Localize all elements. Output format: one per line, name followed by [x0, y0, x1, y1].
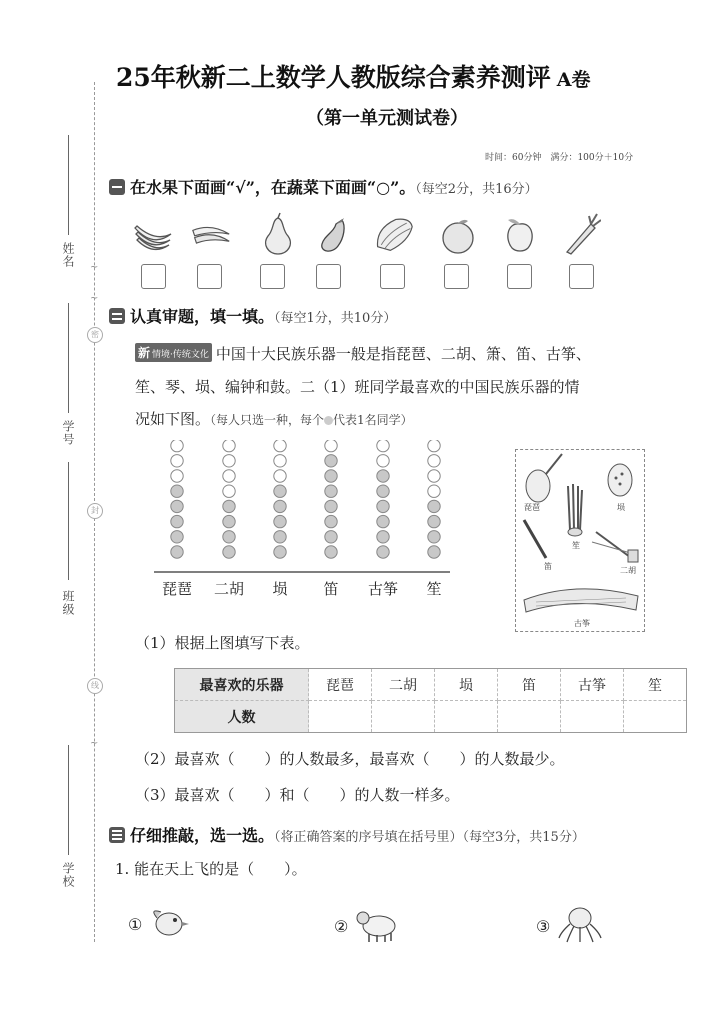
question-2-3: （3）最喜欢（ ）和（ ）的人数一样多。 — [135, 786, 460, 804]
seal-mi: 密 — [87, 327, 103, 343]
choice-number: ① — [128, 915, 143, 934]
count-answer-cell[interactable] — [498, 701, 561, 733]
pictograph-mark-filled — [377, 500, 389, 512]
answer-box[interactable] — [197, 264, 222, 289]
margin-tilde: ~ — [90, 262, 99, 273]
pictograph-mark-empty — [325, 440, 337, 452]
pictograph-mark-empty — [223, 440, 235, 452]
question-2-2: （2）最喜欢（ ）的人数最多，最喜欢（ ）的人数最少。 — [135, 750, 565, 768]
section1-title: 在水果下面画“√”，在蔬菜下面画“○”。 — [130, 178, 416, 197]
pictograph-mark-empty — [223, 470, 235, 482]
instrument-count-table — [174, 668, 687, 733]
answer-box[interactable] — [569, 264, 594, 289]
seal-feng: 封 — [87, 503, 103, 519]
orange-icon — [438, 212, 478, 256]
choice-1[interactable] — [128, 904, 193, 940]
pictograph-mark-filled — [377, 515, 389, 527]
pictograph-mark-empty — [274, 455, 286, 467]
pictograph-mark-filled — [171, 485, 183, 497]
school-line — [68, 745, 69, 855]
pictograph-mark-empty — [428, 485, 440, 497]
pictograph-category-label: 古筝 — [367, 580, 399, 598]
octopus-icon — [555, 904, 605, 944]
section2-title: 认真审题，填一填。 — [130, 307, 275, 326]
table-header-count: 人数 — [175, 701, 309, 733]
pictograph-category-label: 埙 — [272, 580, 288, 598]
pictograph-mark-filled — [274, 546, 286, 558]
instrument-label-guzheng: 古筝 — [574, 619, 590, 628]
title-suffix: A卷 — [556, 69, 591, 91]
pictograph-mark-filled — [325, 485, 337, 497]
answer-box[interactable] — [444, 264, 469, 289]
pictograph-category-label: 笛 — [323, 580, 339, 598]
section-number-3 — [109, 827, 125, 843]
question-2-1: （1）根据上图填写下表。 — [135, 634, 310, 652]
pictograph-mark-empty — [274, 440, 286, 452]
context-line-3: 况如下图。（每人只选一种，每个 代表1名同学） — [135, 410, 413, 428]
pictograph-mark-filled — [171, 546, 183, 558]
pictograph-mark-filled — [377, 470, 389, 482]
pictograph-mark-filled — [223, 500, 235, 512]
count-answer-cell[interactable] — [561, 701, 624, 733]
dizi-icon — [524, 520, 546, 558]
pictograph-mark-filled — [377, 485, 389, 497]
guzheng-icon — [524, 589, 638, 612]
margin-tilde: ~ — [90, 738, 99, 749]
peach-icon — [500, 212, 540, 256]
pictograph-category-label: 二胡 — [213, 580, 245, 598]
pictograph-mark-empty — [223, 455, 235, 467]
section2-heading — [109, 304, 396, 327]
pictograph-mark-filled — [325, 500, 337, 512]
class-line — [68, 462, 69, 580]
pictograph-mark-empty — [377, 455, 389, 467]
pictograph-mark-empty — [377, 440, 389, 452]
pictograph-mark-filled — [325, 470, 337, 482]
instruments-drawing — [516, 450, 644, 631]
choice-2[interactable] — [334, 904, 403, 944]
choice-3[interactable] — [536, 904, 605, 944]
pictograph-mark-filled — [274, 515, 286, 527]
pictograph-mark-filled — [171, 500, 183, 512]
pictograph-mark-filled — [428, 515, 440, 527]
pictograph-mark-filled — [325, 455, 337, 467]
pictograph-mark-filled — [377, 546, 389, 558]
pictograph-mark-empty — [171, 470, 183, 482]
pictograph-mark-filled — [171, 531, 183, 543]
table-cell: 琵琶 — [309, 669, 372, 701]
exam-meta: 时间：60分钟 满分：100分＋10分 — [485, 153, 634, 163]
label-school: 学校 — [61, 862, 75, 888]
count-answer-cell[interactable] — [372, 701, 435, 733]
pear-icon — [258, 212, 298, 256]
table-cell: 古筝 — [561, 669, 624, 701]
answer-box[interactable] — [316, 264, 341, 289]
section3-note: （将正确答案的序号填在括号里）（每空3分，共15分） — [274, 830, 585, 845]
pictograph-mark-filled — [274, 500, 286, 512]
instruments-illustration — [515, 449, 645, 632]
section3-title: 仔细推敲，选一选。 — [130, 826, 275, 845]
name-line — [68, 135, 69, 235]
table-cell: 埙 — [435, 669, 498, 701]
page-title: 25年秋新二上数学人教版综合素养测评 A卷 — [116, 63, 591, 92]
count-answer-cell[interactable] — [309, 701, 372, 733]
section2-note: （每空1分，共10分） — [274, 311, 397, 326]
chinese-yam-icon — [191, 212, 231, 256]
pictograph-mark-filled — [223, 546, 235, 558]
seal-xian: 线 — [87, 678, 103, 694]
label-student-id: 学号 — [61, 420, 75, 446]
pictograph-category-label: 笙 — [426, 580, 442, 598]
banana-icon — [133, 212, 173, 256]
choice-number: ③ — [536, 917, 551, 936]
instrument-label-dizi: 笛 — [544, 562, 552, 571]
section-number-2 — [109, 308, 125, 324]
pictograph-mark-filled — [377, 531, 389, 543]
pictograph-mark-filled — [325, 515, 337, 527]
section3-heading — [109, 823, 585, 846]
answer-box[interactable] — [380, 264, 405, 289]
pictograph-category-label: 琵琶 — [161, 580, 193, 598]
bird-icon — [147, 904, 193, 940]
pictograph-mark-empty — [171, 455, 183, 467]
instrument-label-erhu: 二胡 — [620, 566, 636, 575]
pictograph-mark-filled — [171, 515, 183, 527]
carrot-icon — [561, 212, 601, 256]
table-cell: 笙 — [624, 669, 687, 701]
answer-box[interactable] — [260, 264, 285, 289]
pictograph-mark-filled — [223, 515, 235, 527]
instrument-label-xun: 埙 — [617, 503, 625, 512]
table-cell: 笛 — [498, 669, 561, 701]
pictograph-mark-empty — [171, 440, 183, 452]
section1-heading — [109, 175, 538, 198]
table-row — [175, 701, 687, 733]
context-tag: 新 情境·传统文化 — [135, 343, 212, 362]
pictograph-mark-filled — [428, 546, 440, 558]
context-line-1: 新 情境·传统文化 中国十大民族乐器一般是指琵琶、二胡、箫、笛、古筝、 — [135, 343, 591, 364]
xun-icon — [608, 464, 632, 496]
pictograph-mark-filled — [274, 485, 286, 497]
label-name: 姓名 — [61, 242, 75, 268]
table-row — [175, 669, 687, 701]
context-line-2: 笙、琴、埙、编钟和鼓。二（1）班同学最喜欢的中国民族乐器的情 — [135, 378, 580, 396]
pictograph-mark-filled — [274, 531, 286, 543]
margin-tilde: ~ — [90, 293, 99, 304]
section-number-1 — [109, 179, 125, 195]
count-answer-cell[interactable] — [624, 701, 687, 733]
instrument-label-sheng: 笙 — [572, 541, 580, 550]
table-cell: 二胡 — [372, 669, 435, 701]
label-class: 班级 — [61, 590, 75, 616]
section1-note: （每空2分，共16分） — [415, 182, 538, 197]
answer-box[interactable] — [507, 264, 532, 289]
pictograph-mark-empty — [223, 485, 235, 497]
choice-number: ② — [334, 917, 349, 936]
pictograph-mark-filled — [325, 546, 337, 558]
instrument-label-pipa: 琵琶 — [524, 503, 540, 512]
pictograph-mark-filled — [428, 500, 440, 512]
student-id-line — [68, 303, 69, 413]
pictograph-mark-empty — [428, 470, 440, 482]
pictograph-mark-filled — [223, 531, 235, 543]
pictograph-mark-filled — [428, 531, 440, 543]
cabbage-icon — [374, 212, 414, 256]
sheng-icon — [568, 484, 582, 536]
pictograph-mark-empty — [274, 470, 286, 482]
pipa-icon — [526, 454, 562, 502]
question-3-1: 1. 能在天上飞的是（ ）。 — [115, 860, 307, 878]
eggplant-icon — [314, 212, 354, 256]
erhu-icon — [592, 532, 638, 562]
pictograph-mark-filled — [325, 531, 337, 543]
count-answer-cell[interactable] — [435, 701, 498, 733]
page-subtitle: （第一单元测试卷） — [306, 108, 468, 129]
answer-box[interactable] — [141, 264, 166, 289]
pictograph-mark-empty — [428, 440, 440, 452]
table-header-instrument: 最喜欢的乐器 — [175, 669, 309, 701]
pictograph-mark-empty — [428, 455, 440, 467]
sheep-icon — [353, 904, 403, 944]
circle-symbol-icon — [324, 416, 333, 425]
pictograph-chart — [150, 440, 455, 600]
